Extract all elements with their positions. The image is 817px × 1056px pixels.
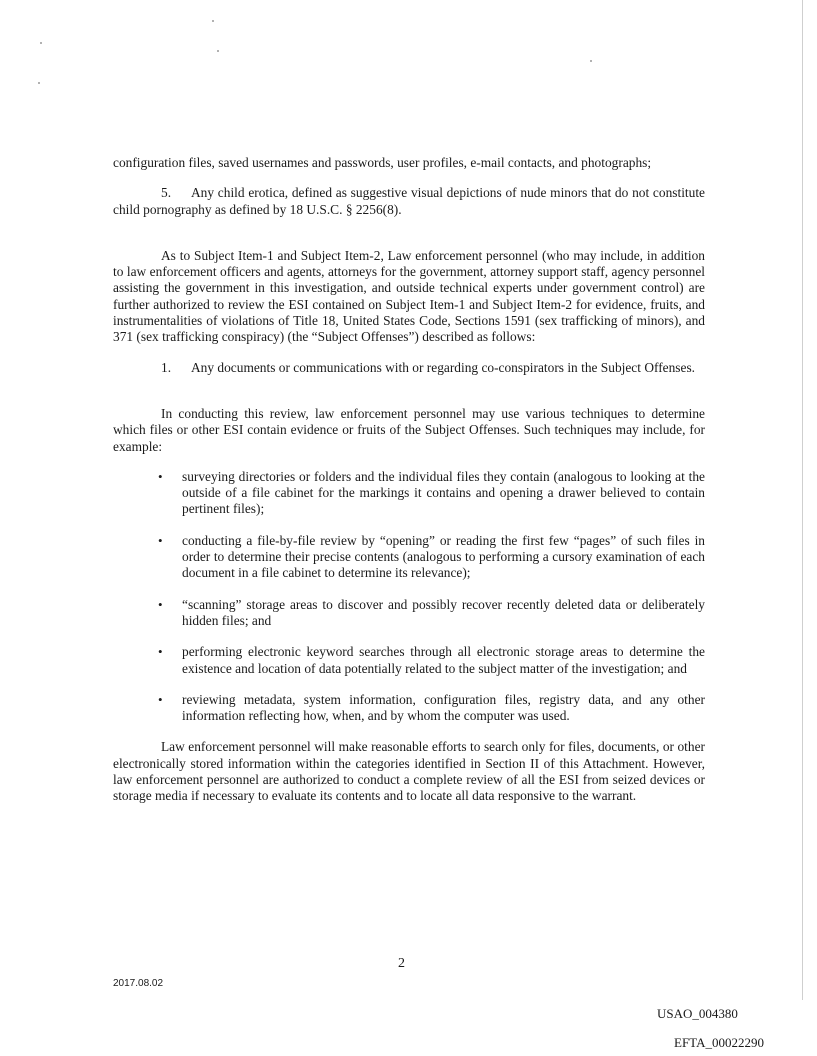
list-item xyxy=(113,692,705,725)
list-item-text: surveying directories or folders and the individual files they contain (analogous to looking at the outside of a file cabinet for the markings it contains and opening a drawer believed to contain pertinent files); xyxy=(182,468,705,517)
bullet-icon: • xyxy=(158,468,163,484)
list-item xyxy=(113,644,705,677)
bullet-icon: • xyxy=(158,532,163,548)
document-body xyxy=(113,155,705,805)
bullet-icon: • xyxy=(158,596,163,612)
list-item-text: reviewing metadata, system information, configuration files, registry data, and any other information reflecting how, when, and by whom the computer was used. xyxy=(182,691,705,724)
bates-number: USAO_004380 xyxy=(657,1006,738,1021)
continued-text: configuration files, saved usernames and passwords, user profiles, e-mail contacts, and photographs; xyxy=(113,155,652,170)
page-number: 2 xyxy=(398,956,405,971)
item-5-number: 5. xyxy=(161,185,172,201)
paragraph-review: In conducting this review, law enforcement personnel may use various techniques to determine which files or other ESI contain evidence or fruits of the Subject Offenses. Such techniques may include, for example: xyxy=(113,405,705,454)
footer-date: 2017.08.02 xyxy=(113,978,164,989)
item-5-text: Any child erotica, defined as suggestive visual depictions of nude minors that do not constitute child pornography as defined by 18 U.S.C. § 2256(8). xyxy=(113,185,705,217)
item-1-text: Any documents or communications with or regarding co-conspirators in the Subject Offenses. xyxy=(191,359,696,375)
scan-speck xyxy=(217,50,219,52)
list-item-text: performing electronic keyword searches through all electronic storage areas to determine the existence and location of data potentially related to the subject matter of the investigation; and xyxy=(182,644,705,676)
list-item-text: conducting a file-by-file review by “opening” or reading the first few “pages” of such files in order to determine their precise contents (analogous to performing a cursory examination of each document in a file cabinet to determine its relevance); xyxy=(182,532,705,581)
bullet-icon: • xyxy=(158,644,163,660)
page-edge-line xyxy=(802,0,803,1000)
scan-speck xyxy=(590,60,592,62)
item-1-number: 1. xyxy=(161,359,172,375)
list-item-text: “scanning” storage areas to discover and possibly recover recently deleted data or deliberately hidden files; and xyxy=(182,596,705,628)
scan-speck xyxy=(212,20,214,22)
efta-number: EFTA_00022290 xyxy=(674,1035,764,1050)
bullet-icon: • xyxy=(158,691,163,707)
scan-speck xyxy=(38,82,40,84)
scan-speck xyxy=(40,42,42,44)
paragraph-final: Law enforcement personnel will make reasonable efforts to search only for files, documents, or other electronically stored information within the categories identified in Section II of this Attachment. However, law enforcement personnel are authorized to conduct a complete review of all the ESI from seized devices or storage media if necessary to evaluate its contents and to locate all data responsive to the warrant. xyxy=(113,739,705,804)
list-item xyxy=(113,533,705,582)
technique-list xyxy=(113,469,705,725)
item-5 xyxy=(113,185,705,218)
paragraph-subject-items: As to Subject Item-1 and Subject Item-2, Law enforcement personnel (who may include, in addition to law enforcement officers and agents, attorneys for the government, attorney support staff, agency personnel assisting the government in this investigation, and outside technical experts under government control) are further authorized to review the ESI contained on Subject Item-1 and Subject Item-2 for evidence, fruits, and instrumentalities of violations of Title 18, United States Code, Sections 1591 (sex trafficking of minors), and 371 (sex trafficking conspiracy) (the “Subject Offenses”) described as follows: xyxy=(113,247,705,345)
list-item xyxy=(113,597,705,630)
item-1 xyxy=(113,360,705,376)
list-item xyxy=(113,469,705,518)
